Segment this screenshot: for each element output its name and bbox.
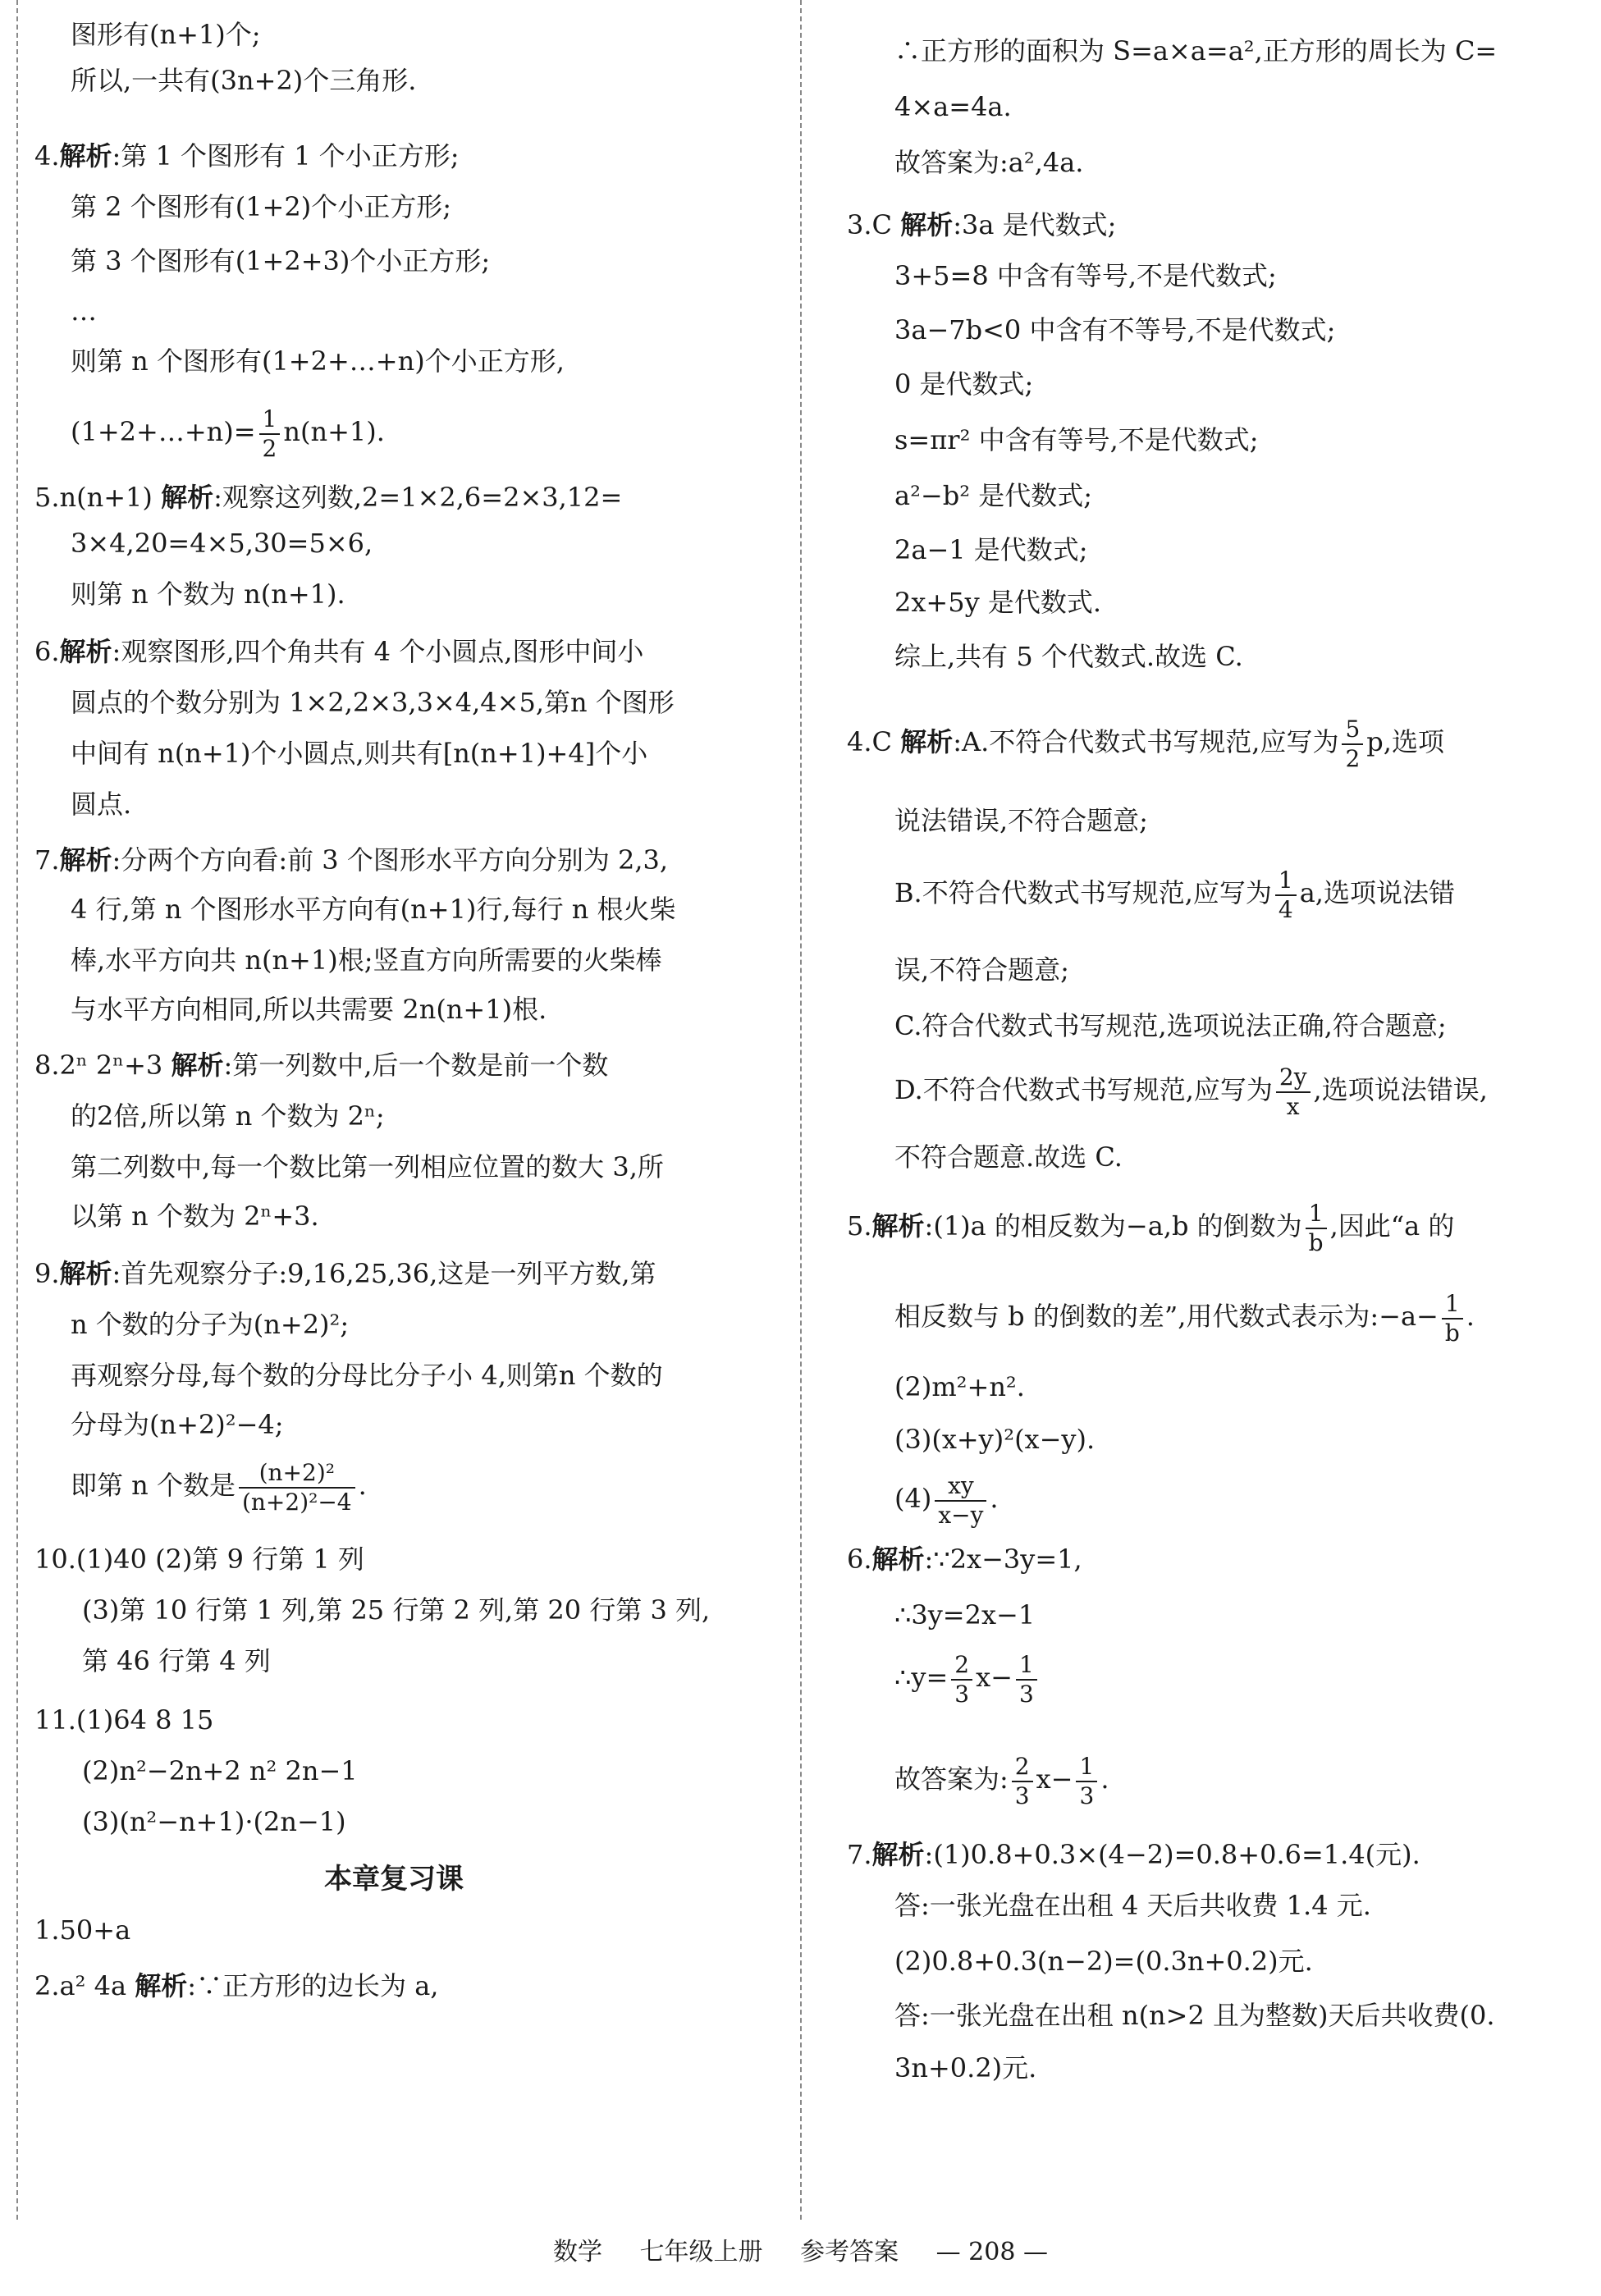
fraction xyxy=(935,1472,986,1530)
fraction-numerator: 1 xyxy=(1442,1290,1463,1320)
answer-line xyxy=(0,569,788,619)
keyword-label: 解析 xyxy=(59,636,112,667)
text-run: 第二列数中,每一个数比第一列相应位置的数大 3,所 xyxy=(71,1151,664,1182)
answer-line xyxy=(0,1142,788,1191)
text-run: :∵正方形的边长为 a, xyxy=(187,1970,439,2001)
text-run: 4. xyxy=(34,140,60,172)
fraction xyxy=(259,405,281,463)
text-run: 5. xyxy=(847,1210,872,1242)
text-run: 则第 n 个数为 n(n+1). xyxy=(71,579,345,610)
fraction-denominator: 2 xyxy=(1345,744,1361,772)
answer-line xyxy=(812,1132,1601,1182)
fraction-denominator: 3 xyxy=(1079,1781,1095,1809)
text-run: 说法错误,不符合题意; xyxy=(894,805,1148,836)
answer-line xyxy=(812,1001,1601,1050)
text-run: . xyxy=(1100,1763,1109,1795)
answer-line xyxy=(0,1534,788,1584)
answer-line xyxy=(0,780,788,829)
text-run: 2x+5y 是代数式. xyxy=(894,587,1102,618)
keyword-label: 解析 xyxy=(871,1839,925,1870)
fraction-numerator: (n+2)² xyxy=(239,1459,355,1489)
text-run: 即第 n 个数是 xyxy=(71,1470,236,1501)
answer-line xyxy=(812,2043,1601,2092)
text-run: 所以,一共有(3n+2)个三角形. xyxy=(71,65,417,96)
answer-line xyxy=(0,1636,788,1685)
fraction-denominator: 3 xyxy=(954,1680,970,1708)
text-run: :A.不符合代数式书写规范,应写为 xyxy=(953,726,1339,757)
answer-line xyxy=(0,131,788,181)
footer-subject: 数学 xyxy=(553,2238,602,2266)
answer-line xyxy=(812,26,1601,75)
text-run: 4 行,第 n 个图形水平方向有(n+1)行,每行 n 根火柴 xyxy=(71,894,676,925)
text-run: :∵2x−3y=1, xyxy=(924,1544,1082,1575)
keyword-label: 解析 xyxy=(171,1050,224,1081)
text-run: a,选项说法错 xyxy=(1299,877,1455,908)
answer-line xyxy=(0,56,788,105)
answer-line xyxy=(0,1400,788,1449)
text-run: 3+5=8 中含有等号,不是代数式; xyxy=(894,260,1277,291)
text-run: 圆点. xyxy=(71,789,132,820)
section-heading: 本章复习课 xyxy=(324,1863,464,1896)
text-run: 1.50+a xyxy=(34,1914,131,1946)
answer-line xyxy=(0,985,788,1034)
answer-line xyxy=(812,251,1601,300)
keyword-label: 解析 xyxy=(161,482,214,513)
answer-line xyxy=(812,704,1601,780)
text-run: :观察图形,四个角共有 4 个小圆点,图形中间小 xyxy=(112,636,644,667)
text-run: 以第 n 个数为 2ⁿ+3. xyxy=(71,1201,319,1232)
text-run: 再观察分母,每个数的分母比分子小 4,则第n 个数的 xyxy=(71,1360,663,1391)
text-run: 7. xyxy=(34,844,60,876)
text-run: 3a−7b<0 中含有不等号,不是代数式; xyxy=(894,314,1336,345)
text-run: 0 是代数式; xyxy=(894,368,1034,400)
answer-line xyxy=(812,1590,1601,1640)
text-run: :首先观察分子:9,16,25,36,这是一列平方数,第 xyxy=(112,1258,656,1289)
text-run: 中间有 n(n+1)个小圆点,则共有[n(n+1)+4]个小 xyxy=(71,738,648,769)
answer-line xyxy=(812,1937,1601,1986)
text-run: ,因此“a 的 xyxy=(1329,1210,1455,1242)
text-run: ,选项说法错误, xyxy=(1313,1074,1488,1105)
answer-line xyxy=(0,1905,788,1955)
answer-line xyxy=(0,935,788,985)
fraction-denominator: 3 xyxy=(1014,1781,1030,1809)
answer-line xyxy=(812,305,1601,354)
answer-line xyxy=(812,359,1601,409)
text-run: 3×4,20=4×5,30=5×6, xyxy=(71,528,373,559)
fraction-denominator: 3 xyxy=(1018,1680,1034,1708)
text-run: . xyxy=(358,1470,367,1501)
answer-line xyxy=(0,1585,788,1635)
answer-line xyxy=(812,1741,1601,1817)
text-run: x− xyxy=(976,1662,1013,1693)
text-run: . xyxy=(990,1483,999,1514)
answer-line xyxy=(0,182,788,231)
fraction xyxy=(1012,1753,1033,1810)
fraction-numerator: 5 xyxy=(1342,716,1363,745)
text-run: 的2倍,所以第 n 个数为 2ⁿ; xyxy=(71,1100,385,1132)
answer-line xyxy=(0,627,788,676)
fraction xyxy=(1442,1290,1463,1347)
fraction-numerator: 2 xyxy=(1012,1753,1033,1782)
fraction-numerator: 2 xyxy=(951,1651,972,1681)
answer-line xyxy=(0,1961,788,2010)
text-run: 8.2ⁿ 2ⁿ+3 xyxy=(34,1050,172,1081)
footer-section: 参考答案 xyxy=(800,2238,899,2266)
answer-line xyxy=(812,1830,1601,1879)
text-run: :第 1 个图形有 1 个小正方形; xyxy=(112,140,460,172)
text-run: ∴正方形的面积为 S=a×a=a²,正方形的周长为 C= xyxy=(894,35,1498,66)
text-run: 6. xyxy=(34,636,60,667)
text-run: 答:一张光盘在出租 n(n>2 且为整数)天后共收费(0. xyxy=(894,2000,1495,2031)
answer-line xyxy=(0,394,788,469)
answer-line xyxy=(0,1091,788,1141)
keyword-label: 解析 xyxy=(59,844,112,876)
answer-line xyxy=(812,1640,1601,1715)
text-run: 图形有(n+1)个; xyxy=(71,19,261,50)
text-run: 圆点的个数分别为 1×2,2×3,3×4,4×5,第n 个图形 xyxy=(71,687,675,718)
answer-line xyxy=(0,1249,788,1298)
text-run: 2a−1 是代数式; xyxy=(894,534,1088,565)
text-run: ∴y= xyxy=(894,1662,949,1693)
answer-line xyxy=(0,1448,788,1523)
text-run: :分两个方向看:前 3 个图形水平方向分别为 2,3, xyxy=(112,844,669,876)
text-run: C.符合代数式书写规范,选项说法正确,符合题意; xyxy=(894,1010,1447,1041)
answer-line xyxy=(0,729,788,778)
fraction xyxy=(1306,1200,1327,1257)
text-run: 9. xyxy=(34,1258,60,1289)
text-run: (2)n²−2n+2 n² 2n−1 xyxy=(82,1755,358,1786)
answer-line xyxy=(812,578,1601,627)
text-run: x− xyxy=(1036,1763,1073,1795)
answer-line xyxy=(812,200,1601,249)
text-run: 4×a=4a. xyxy=(894,91,1012,122)
answer-line xyxy=(812,1188,1601,1264)
text-run: 综上,共有 5 个代数式.故选 C. xyxy=(894,641,1243,672)
text-run: (1+2+…+n)= xyxy=(71,416,256,447)
text-run: (2)m²+n². xyxy=(894,1371,1025,1402)
answer-line xyxy=(0,1351,788,1400)
answer-line xyxy=(0,473,788,522)
answer-line xyxy=(812,855,1601,931)
text-run: 分母为(n+2)²−4; xyxy=(71,1409,284,1440)
answer-line xyxy=(812,1415,1601,1464)
answer-line xyxy=(812,415,1601,464)
text-run: 11.(1)64 8 15 xyxy=(34,1704,214,1736)
text-run: 2.a² 4a xyxy=(34,1970,135,2001)
text-run: (3)第 10 行第 1 列,第 25 行第 2 列,第 20 行第 3 列, xyxy=(82,1594,711,1626)
text-run: 相反数与 b 的倒数的差”,用代数式表示为:−a− xyxy=(894,1301,1439,1332)
text-run: 7. xyxy=(847,1839,872,1870)
answer-line xyxy=(812,138,1601,187)
fraction-numerator: 1 xyxy=(259,405,281,435)
column-divider xyxy=(800,0,802,2220)
answer-line xyxy=(0,336,788,386)
answer-line xyxy=(0,1695,788,1745)
answer-line xyxy=(0,10,788,59)
keyword-label: 解析 xyxy=(900,726,954,757)
answer-line xyxy=(812,1881,1601,1930)
text-run: 棒,水平方向共 n(n+1)根;竖直方向所需要的火柴棒 xyxy=(71,944,662,976)
text-run: 第 2 个图形有(1+2)个小正方形; xyxy=(71,191,451,222)
answer-line xyxy=(812,945,1601,995)
text-run: 不符合题意.故选 C. xyxy=(894,1141,1123,1173)
answer-line xyxy=(812,82,1601,131)
page-footer xyxy=(0,2228,1601,2277)
answer-line xyxy=(0,1041,788,1090)
fraction-denominator: b xyxy=(1308,1228,1324,1256)
keyword-label: 解析 xyxy=(900,209,954,240)
answer-line xyxy=(812,1362,1601,1411)
fraction-numerator: 2y xyxy=(1276,1063,1311,1093)
answer-line xyxy=(0,678,788,727)
text-run: … xyxy=(71,295,97,327)
text-run: ∴3y=2x−1 xyxy=(894,1599,1036,1631)
text-run: n 个数的分子为(n+2)²; xyxy=(71,1309,350,1340)
answer-line xyxy=(812,1052,1601,1127)
footer-grade: 七年级上册 xyxy=(639,2238,763,2266)
fraction-numerator: xy xyxy=(935,1472,986,1502)
text-run: 第 3 个图形有(1+2+3)个小正方形; xyxy=(71,245,491,277)
fraction-denominator: x−y xyxy=(938,1501,984,1529)
fraction-numerator: 1 xyxy=(1275,867,1297,896)
answer-line xyxy=(0,835,788,885)
fraction xyxy=(1275,867,1297,924)
keyword-label: 解析 xyxy=(871,1544,925,1575)
text-run: 误,不符合题意; xyxy=(894,954,1069,986)
text-run: 6. xyxy=(847,1544,872,1575)
text-run: 则第 n 个图形有(1+2+…+n)个小正方形, xyxy=(71,345,565,377)
text-run: 10.(1)40 (2)第 9 行第 1 列 xyxy=(34,1544,364,1575)
text-run: :(1)0.8+0.3×(4−2)=0.8+0.6=1.4(元). xyxy=(924,1839,1420,1870)
keyword-label: 解析 xyxy=(59,1258,112,1289)
text-run: 故答案为: xyxy=(894,1763,1009,1795)
text-run: (2)0.8+0.3(n−2)=(0.3n+0.2)元. xyxy=(894,1946,1313,1977)
answer-line xyxy=(0,1797,788,1846)
text-run: 3n+0.2)元. xyxy=(894,2052,1037,2083)
text-run: :3a 是代数式; xyxy=(953,209,1117,240)
answer-line xyxy=(812,1278,1601,1354)
answer-line xyxy=(812,796,1601,845)
text-run: 第 46 行第 4 列 xyxy=(82,1645,271,1676)
text-run: n(n+1). xyxy=(283,416,385,447)
fraction-numerator: 1 xyxy=(1016,1651,1037,1681)
text-run: p,选项 xyxy=(1366,726,1444,757)
text-run: :观察这列数,2=1×2,6=2×3,12= xyxy=(213,482,623,513)
fraction-numerator: 1 xyxy=(1076,1753,1097,1782)
keyword-label: 解析 xyxy=(135,1970,188,2001)
answer-line xyxy=(0,885,788,934)
answer-line xyxy=(0,519,788,568)
text-run: 答:一张光盘在出租 4 天后共收费 1.4 元. xyxy=(894,1890,1371,1921)
fraction-numerator: 1 xyxy=(1306,1200,1327,1229)
text-run: 4.C xyxy=(847,726,901,757)
fraction xyxy=(1276,1063,1311,1121)
fraction xyxy=(1342,716,1363,773)
text-run: :第一列数中,后一个数是前一个数 xyxy=(223,1050,609,1081)
fraction-denominator: 4 xyxy=(1278,895,1293,923)
fraction-denominator: 2 xyxy=(262,434,277,462)
text-run: (3)(n²−n+1)·(2n−1) xyxy=(82,1806,346,1837)
answer-line xyxy=(0,286,788,336)
fraction-denominator: b xyxy=(1444,1319,1460,1347)
keyword-label: 解析 xyxy=(59,140,112,172)
text-run: 与水平方向相同,所以共需要 2n(n+1)根. xyxy=(71,994,547,1025)
answer-line xyxy=(812,525,1601,574)
text-run: B.不符合代数式书写规范,应写为 xyxy=(894,877,1272,908)
answer-line xyxy=(812,471,1601,520)
text-run: 3.C xyxy=(847,209,901,240)
keyword-label: 解析 xyxy=(871,1210,925,1242)
fraction xyxy=(1076,1753,1097,1810)
fraction xyxy=(951,1651,972,1708)
text-run: 5.n(n+1) xyxy=(34,482,162,513)
text-run: 故答案为:a²,4a. xyxy=(894,147,1084,178)
text-run: :(1)a 的相反数为−a,b 的倒数为 xyxy=(924,1210,1302,1242)
fraction-denominator: (n+2)²−4 xyxy=(241,1488,352,1516)
answer-line xyxy=(812,1461,1601,1536)
answer-line xyxy=(812,1534,1601,1584)
answer-line xyxy=(0,1300,788,1349)
text-run: a²−b² 是代数式; xyxy=(894,480,1092,511)
text-run: (4) xyxy=(894,1483,932,1514)
answer-line xyxy=(0,1191,788,1241)
page-number: — 208 — xyxy=(935,2238,1048,2266)
answer-line xyxy=(0,1746,788,1795)
text-run: . xyxy=(1466,1301,1475,1332)
text-run: D.不符合代数式书写规范,应写为 xyxy=(894,1074,1273,1105)
text-run: s=πr² 中含有等号,不是代数式; xyxy=(894,424,1259,455)
answer-line xyxy=(812,632,1601,681)
fraction-denominator: x xyxy=(1286,1092,1300,1120)
answer-line xyxy=(0,236,788,286)
fraction xyxy=(1016,1651,1037,1708)
answer-line xyxy=(812,1991,1601,2040)
fraction xyxy=(239,1459,355,1516)
text-run: (3)(x+y)²(x−y). xyxy=(894,1424,1096,1455)
